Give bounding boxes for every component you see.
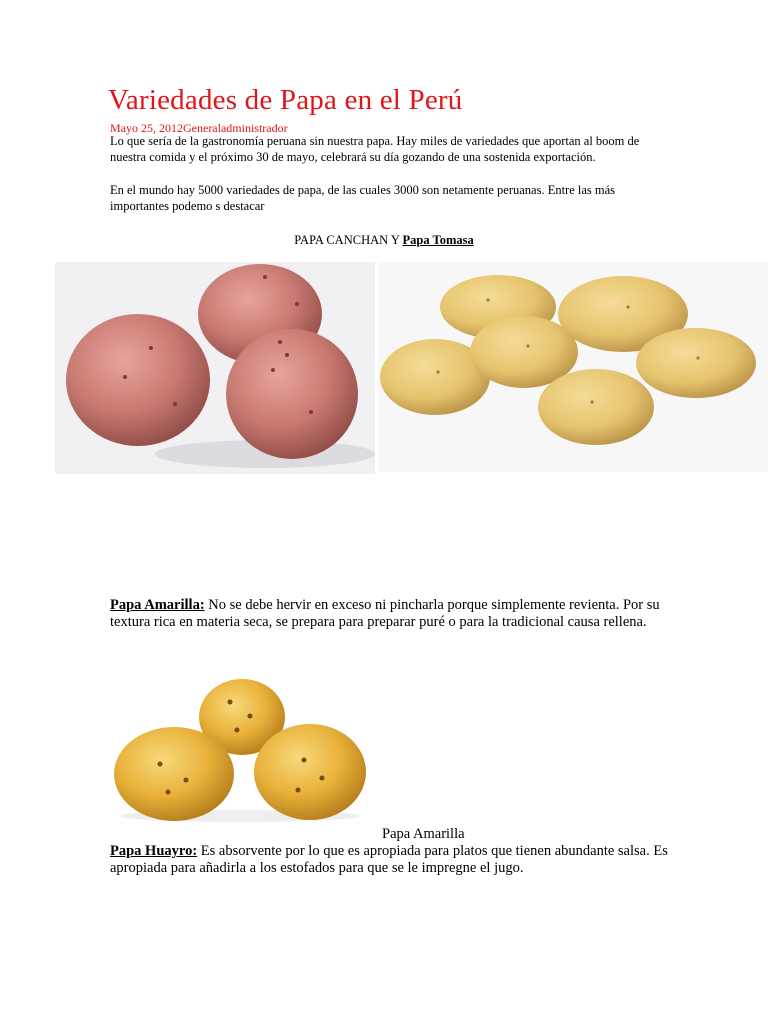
papa-amarilla-paragraph <box>110 597 670 631</box>
caption-tomasa: Papa Tomasa <box>402 233 474 247</box>
papa-amarilla-caption: Papa Amarilla <box>382 826 465 842</box>
world-paragraph: En el mundo hay 5000 variedades de papa, de las cuales 3000 son netamente peruanas. Entre las más importantes podemo s destacar <box>110 183 616 213</box>
page-title: Variedades de Papa en el Perú <box>108 84 463 116</box>
post-meta: Mayo 25, 2012Generaladministrador <box>110 121 288 135</box>
papa-huayro-text: Es absorvente por lo que es apropiada para platos que tienen abundante salsa. Es apropiada para añadirla a los estofados para que se le impregne el jugo. <box>110 843 668 876</box>
papa-amarilla-label: Papa Amarilla: <box>110 597 205 613</box>
papa-amarilla-image <box>112 672 370 822</box>
papa-amarilla-text: No se debe hervir en exceso ni pincharla porque simplemente revienta. Por su textura rica en materia seca, se prepara para preparar puré o para la tradicional causa rellena. <box>110 597 660 630</box>
papa-huayro-paragraph <box>110 843 670 877</box>
intro-paragraph: Lo que sería de la gastronomía peruana sin nuestra papa. Hay miles de variedades que aportan al boom de nuestra comida y el próximo 30 de mayo, celebrará su día gozando de una sostenida exportación. <box>110 134 640 164</box>
papa-canchan-image <box>55 262 375 474</box>
canchan-tomasa-caption <box>0 233 768 248</box>
papa-huayro-label: Papa Huayro: <box>110 843 198 859</box>
caption-canchan: PAPA CANCHAN Y <box>294 233 403 247</box>
papa-tomasa-image <box>378 262 768 472</box>
